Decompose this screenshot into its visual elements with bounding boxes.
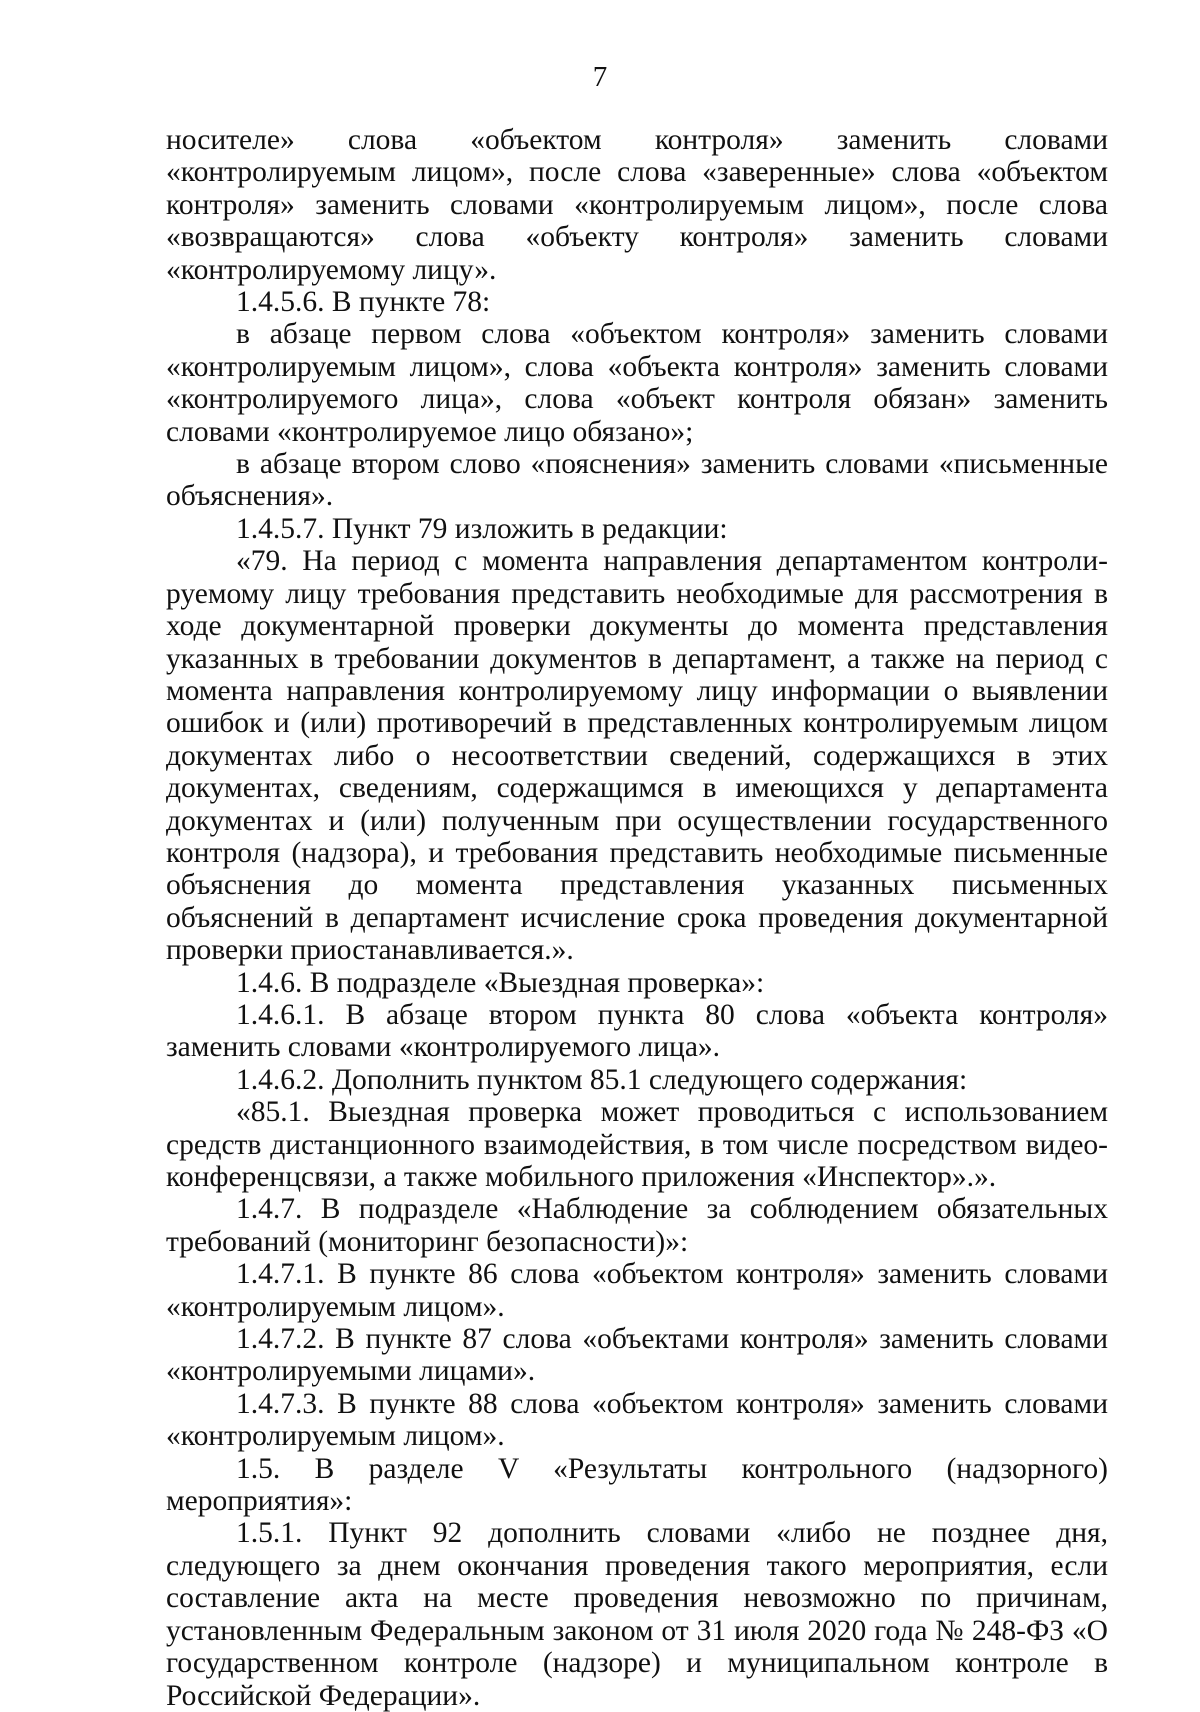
- paragraph-point-85-1: «85.1. Выездная проверка может проводиться с использованием средств дистанционного взаимодействия, в том числе посредством видео-конференцсвязи, а также мобильного приложения «Инспектор».».: [166, 1096, 1108, 1193]
- paragraph-point-79: «79. На период с момента направления департаментом контролируемому лицу требования представить необходимые для рассмотрения в ходе документарной проверки документы до момента представления указанных в требовании документов в департамент, а также на период с момента направления контролируемому лицу информации о выявлении ошибок и (или) противоречий в представленных контролируемым лицом документах либо о несоответствии сведений, содержащихся в этих документах, сведениям, содержащимся в имеющихся у департамента документах и (или) полученным при осуществлении государственного контроля (надзора), и требования представить необходимые письменные объяснения до момента представления указанных письменных объяснений в департамент исчисление срока проведения документарной проверки приостанавливается.».: [166, 545, 1108, 967]
- paragraph-continuation: носителе» слова «объектом контроля» заменить словами «контролируемым лицом», после слова «заверенные» слова «объектом контроля» заменить словами «контролируемым лицом», после слова «возвращаются» слова «объекту контроля» заменить словами «контролируемому лицу».: [166, 124, 1108, 286]
- paragraph-1-4-7-2: 1.4.7.2. В пункте 87 слова «объектами контроля» заменить словами «контролируемыми лицами».: [166, 1323, 1108, 1388]
- paragraph-1-5-1: 1.5.1. Пункт 92 дополнить словами «либо не позднее дня, следующего за днем окончания проведения такого мероприятия, если составление акта на месте проведения невозможно по причинам, установленным Федеральным законом от 31 июля 2020 года № 248-ФЗ «О государственном контроле (надзоре) и муниципальном контроле в Российской Федерации».: [166, 1517, 1108, 1712]
- paragraph-1-4-5-7: 1.4.5.7. Пункт 79 изложить в редакции:: [236, 512, 728, 545]
- paragraph-1-5: 1.5. В разделе V «Результаты контрольного (надзорного) мероприятия»:: [166, 1452, 1108, 1518]
- paragraph-1-4-7: 1.4.7. В подразделе «Наблюдение за соблюдением обязательных требований (мониторинг безопасности)»:: [166, 1193, 1108, 1258]
- paragraph-1-4-6-1: 1.4.6.1. В абзаце втором пункта 80 слова «объекта контроля» заменить словами «контролируемого лица».: [166, 998, 1108, 1064]
- paragraph-1-4-7-3: 1.4.7.3. В пункте 88 слова «объектом контроля» заменить словами «контролируемым лицом».: [166, 1387, 1108, 1453]
- page-number: 7: [592, 61, 608, 93]
- paragraph-1-4-6: 1.4.6. В подразделе «Выездная проверка»:: [236, 966, 765, 999]
- paragraph-second-abzats: в абзаце втором слово «пояснения» заменить словами «письменные объяснения».: [166, 448, 1108, 513]
- paragraph-first-abzats: в абзаце первом слова «объектом контроля» заменить словами «контролируемым лицом», слова «объекта контроля» заменить словами «контролируемого лица», слова «объект контроля обязан» заменить словами «контролируемое лицо обязано»;: [166, 318, 1108, 448]
- paragraph-1-4-6-2: 1.4.6.2. Дополнить пунктом 85.1 следующего содержания:: [236, 1063, 968, 1096]
- document-body: [166, 124, 1108, 1712]
- paragraph-1-4-5-6: 1.4.5.6. В пункте 78:: [236, 286, 491, 319]
- paragraph-1-4-7-1: 1.4.7.1. В пункте 86 слова «объектом контроля» заменить словами «контролируемым лицом».: [166, 1258, 1108, 1323]
